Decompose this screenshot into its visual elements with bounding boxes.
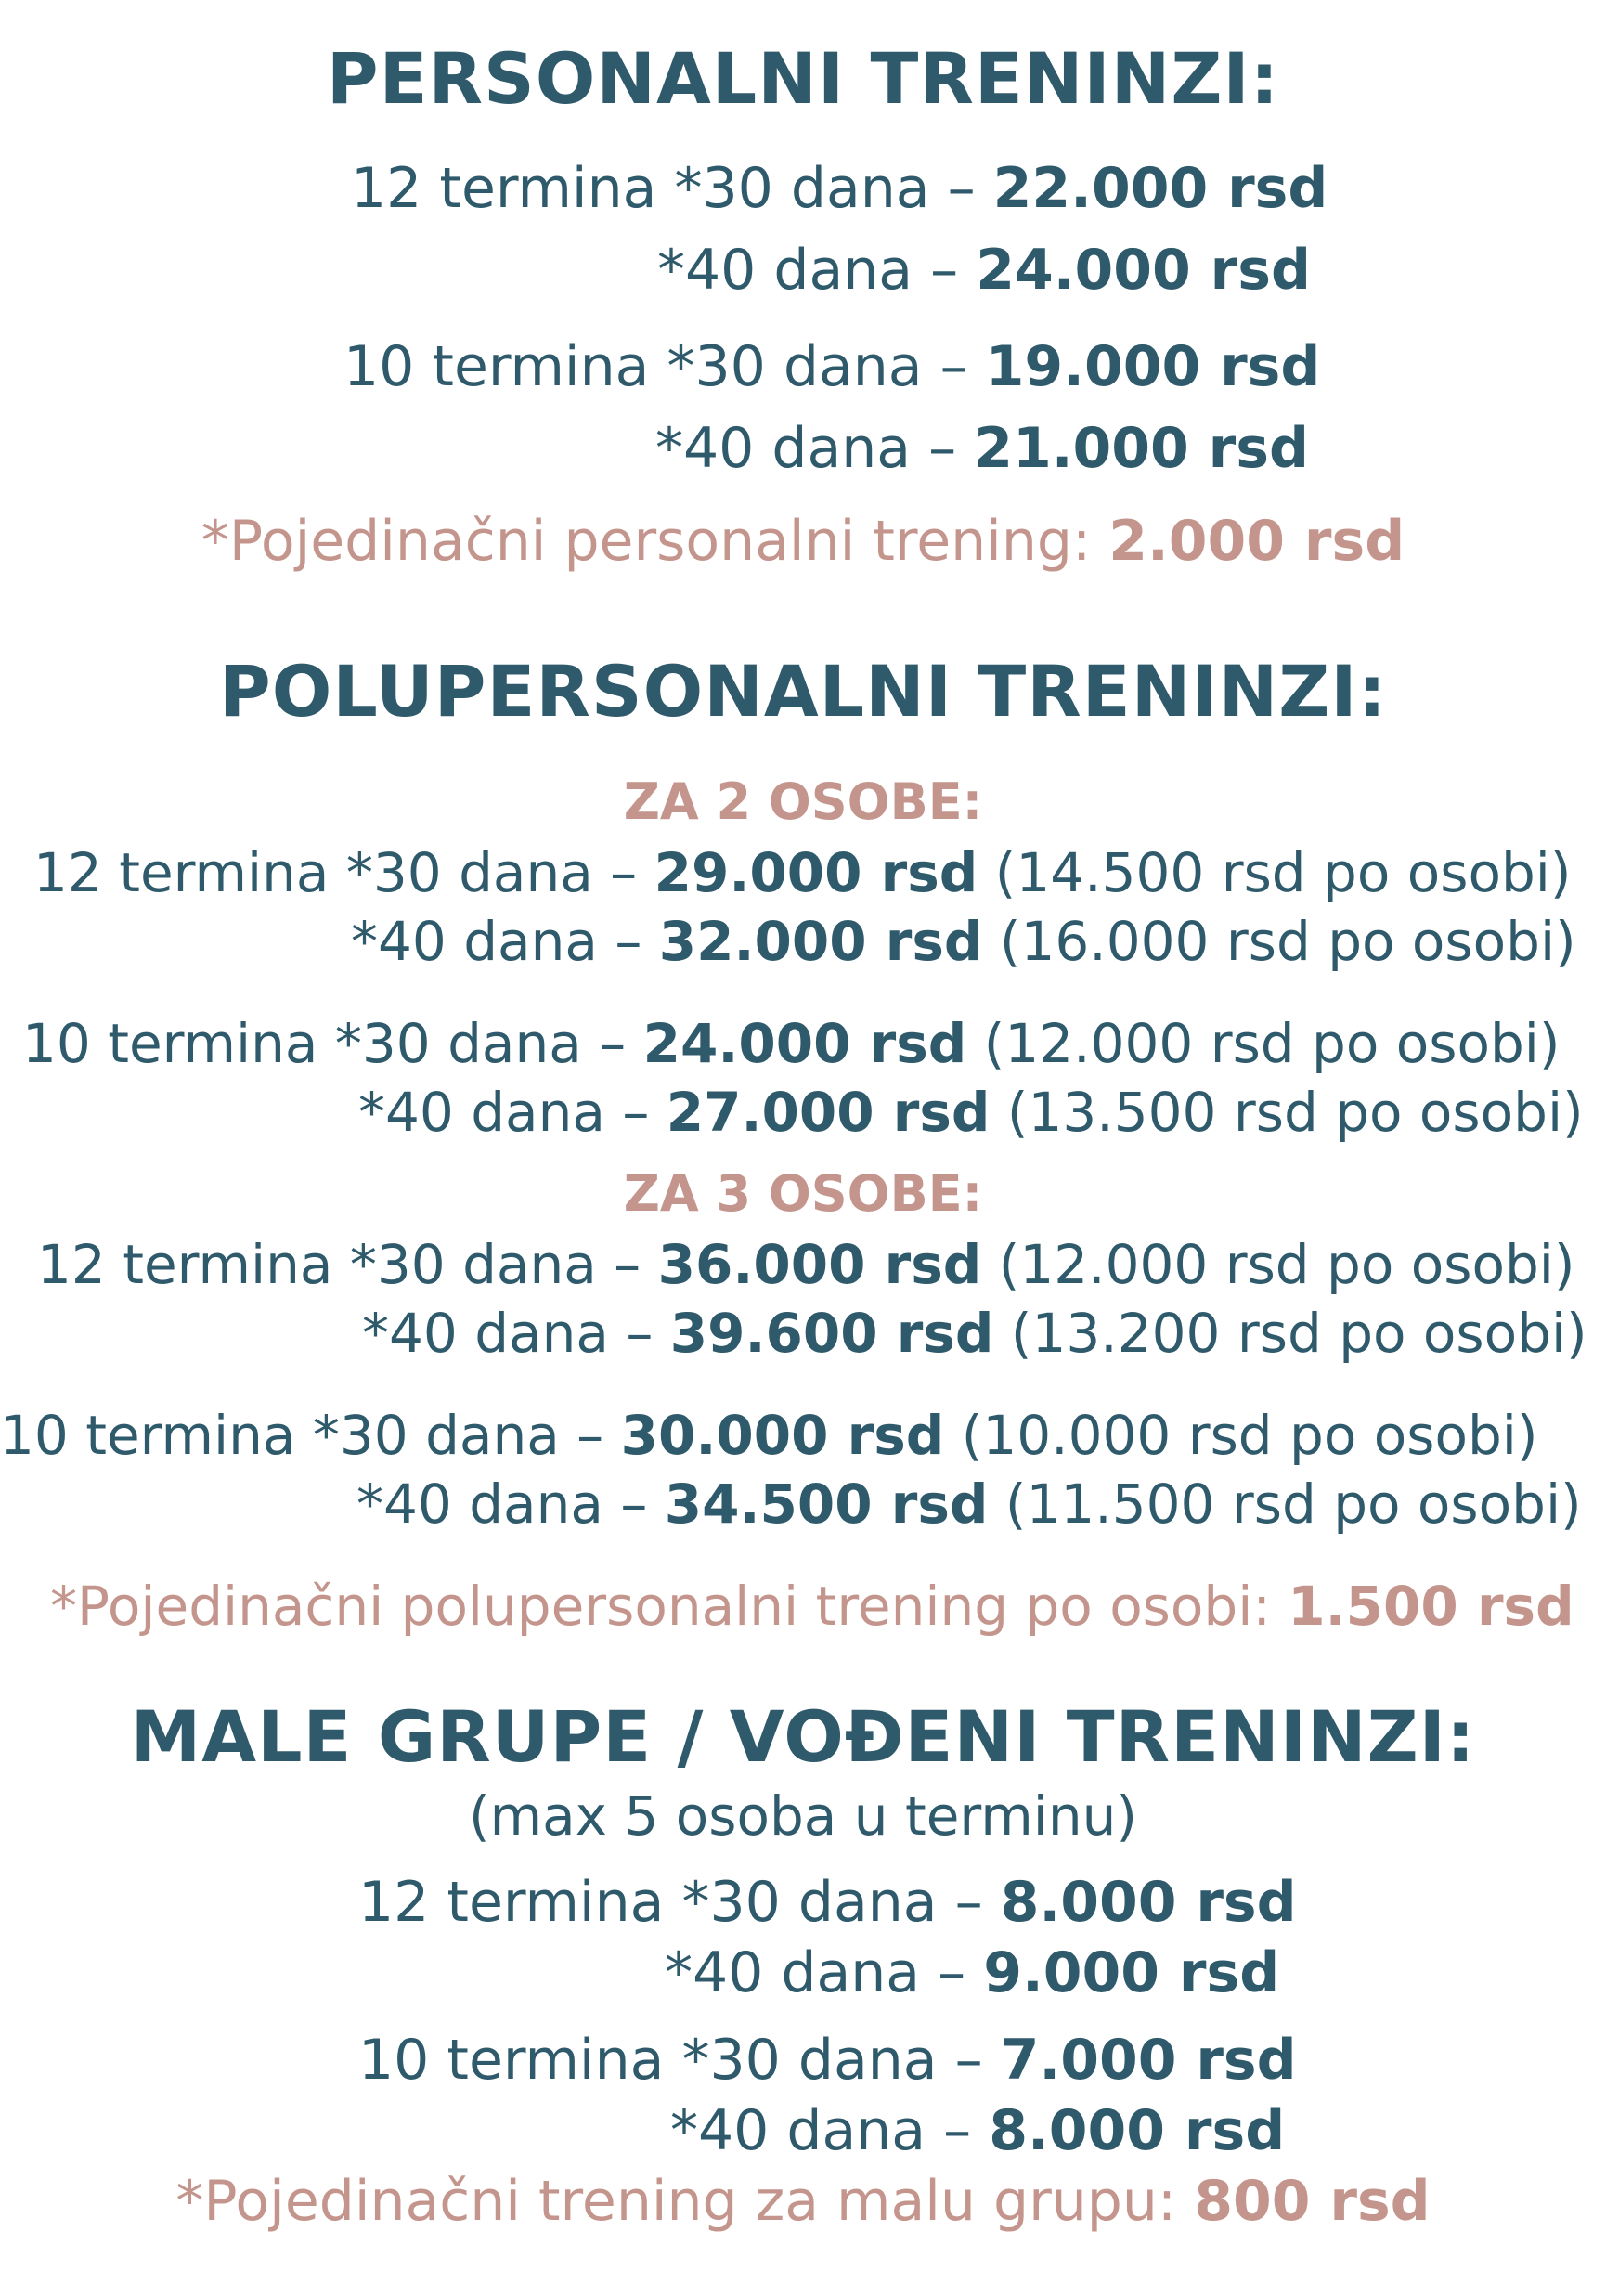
row-prefix: *40 dana – <box>657 238 977 303</box>
row-suffix: (13.500 rsd po osobi) <box>990 1081 1584 1144</box>
row-prefix: 12 termina *30 dana – <box>358 1870 1001 1935</box>
row-price: 27.000 rsd <box>666 1081 991 1144</box>
row-price: 30.000 rsd <box>620 1404 945 1467</box>
group-label-2: ZA 2 OSOBE: <box>623 772 983 831</box>
row-price: 8.000 rsd <box>1000 1870 1297 1935</box>
row-suffix: (14.500 rsd po osobi) <box>978 841 1572 904</box>
row-prefix: 10 termina *30 dana – <box>0 1404 621 1467</box>
price-row <box>351 910 1576 973</box>
row-price: 32.000 rsd <box>658 910 983 973</box>
row-price: 22.000 rsd <box>992 156 1328 221</box>
row-prefix: 12 termina *30 dana – <box>351 156 993 221</box>
price-row <box>356 1472 1582 1536</box>
price-row <box>358 2028 1297 2093</box>
price-row <box>655 416 1309 481</box>
section-title-personal: PERSONALNI TRENINZI: <box>326 37 1280 120</box>
single-session-note <box>0 2169 1606 2234</box>
row-prefix: 12 termina *30 dana – <box>37 1233 658 1296</box>
row-suffix: (16.000 rsd po osobi) <box>982 910 1576 973</box>
row-prefix: *40 dana – <box>358 1081 667 1144</box>
single-session-note <box>50 1575 1574 1638</box>
row-price: 8.000 rsd <box>989 2098 1286 2163</box>
row-price: 34.500 rsd <box>664 1472 989 1536</box>
row-price: 21.000 rsd <box>974 416 1309 481</box>
note-price: 2.000 rsd <box>1108 509 1405 574</box>
row-price: 24.000 rsd <box>642 1012 967 1075</box>
row-prefix: 12 termina *30 dana – <box>33 841 654 904</box>
row-prefix: *40 dana – <box>670 2098 990 2163</box>
row-prefix: 10 termina *30 dana – <box>358 2028 1001 2093</box>
note-price: 800 rsd <box>1194 2169 1431 2234</box>
row-price: 9.000 rsd <box>983 1940 1280 2005</box>
price-row <box>343 334 1320 399</box>
price-row <box>22 1012 1561 1075</box>
price-row <box>362 1302 1587 1365</box>
price-row <box>0 1404 1538 1467</box>
row-prefix: *40 dana – <box>362 1302 670 1365</box>
row-price: 7.000 rsd <box>1000 2028 1297 2093</box>
row-price: 19.000 rsd <box>985 334 1321 399</box>
note-text: *Pojedinačni personalni trening: <box>201 509 1109 574</box>
price-row <box>358 1870 1297 1935</box>
row-suffix: (12.000 rsd po osobi) <box>981 1233 1575 1296</box>
row-prefix: *40 dana – <box>655 416 975 481</box>
row-prefix: 10 termina *30 dana – <box>22 1012 643 1075</box>
price-row <box>33 841 1572 904</box>
price-row <box>351 156 1328 221</box>
section-title-groups: MALE GRUPE / VOĐENI TRENINZI: <box>130 1695 1476 1778</box>
row-suffix: (10.000 rsd po osobi) <box>944 1404 1538 1467</box>
section-title-semi: POLUPERSONALNI TRENINZI: <box>219 650 1387 733</box>
note-text: *Pojedinačni polupersonalni trening po osobi: <box>50 1575 1289 1638</box>
group-size-subtitle: (max 5 osoba u terminu) <box>469 1784 1137 1848</box>
price-row <box>665 1940 1279 2005</box>
row-price: 39.600 rsd <box>669 1302 994 1365</box>
row-price: 29.000 rsd <box>654 841 978 904</box>
price-row <box>37 1233 1575 1296</box>
row-price: 24.000 rsd <box>976 238 1311 303</box>
row-prefix: *40 dana – <box>351 910 659 973</box>
note-price: 1.500 rsd <box>1288 1575 1574 1638</box>
group-label-3: ZA 3 OSOBE: <box>623 1164 983 1223</box>
price-row <box>657 238 1311 303</box>
row-prefix: *40 dana – <box>356 1472 665 1536</box>
row-price: 36.000 rsd <box>657 1233 982 1296</box>
single-session-note <box>0 509 1606 574</box>
row-suffix: (13.200 rsd po osobi) <box>993 1302 1587 1365</box>
row-suffix: (12.000 rsd po osobi) <box>966 1012 1561 1075</box>
price-row <box>358 1081 1584 1144</box>
row-prefix: *40 dana – <box>665 1940 984 2005</box>
row-prefix: 10 termina *30 dana – <box>343 334 986 399</box>
note-text: *Pojedinačni trening za malu grupu: <box>175 2169 1195 2234</box>
row-suffix: (11.500 rsd po osobi) <box>988 1472 1582 1536</box>
price-row <box>670 2098 1285 2163</box>
